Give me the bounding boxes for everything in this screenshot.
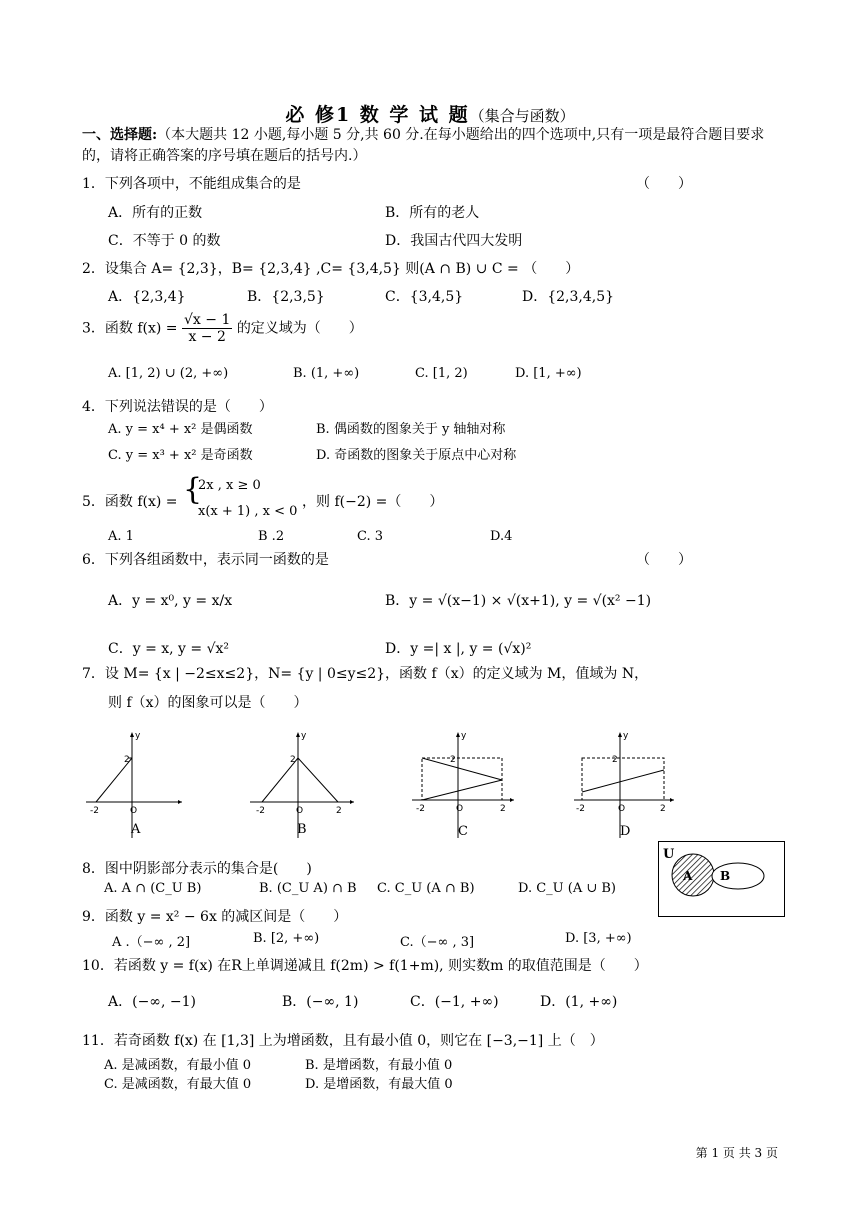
graph-d-origin: O (618, 804, 626, 814)
q8-option-a: A. A ∩ (C_U B) (104, 881, 202, 896)
q11-option-b: B. 是增函数，有最小值 0 (305, 1058, 453, 1073)
q10-option-d: D．(1, +∞) (540, 994, 618, 1010)
title-subtitle: （集合与函数） (469, 107, 575, 125)
q7-graph-a-label: A (131, 822, 141, 837)
graph-a-x-tick-neg: -2 (90, 806, 99, 816)
q6-option-c: C．y = x, y = √x² (108, 641, 230, 657)
q4-option-c: C. y = x³ + x² 是奇函数 (108, 448, 253, 463)
q3-option-a: A. [1, 2) ∪ (2, +∞) (108, 366, 229, 381)
q9-option-c: C.（−∞ , 3] (400, 935, 475, 950)
q9-option-d: D. [3, +∞) (565, 931, 632, 946)
q1-option-d: D．我国古代四大发明 (385, 233, 523, 249)
q11-option-d: D. 是增函数，有最大值 0 (305, 1077, 453, 1092)
q6-option-b: B．y = √(x−1) × √(x+1), y = √(x² −1) (385, 593, 652, 609)
graph-a-origin: O (130, 806, 138, 816)
q4-option-d: D. 奇函数的图象关于原点中心对称 (316, 448, 517, 463)
q7-graph-d (574, 730, 684, 838)
q5-option-d: D.4 (490, 529, 513, 544)
q1-stem: 1．下列各项中，不能组成集合的是 (82, 176, 301, 192)
section-header (82, 125, 782, 167)
venn-label-a: A (683, 869, 693, 883)
q9-stem: 9．函数 y = x² − 6x 的减区间是（ ） (82, 909, 348, 925)
graph-d-x-tick-pos: 2 (660, 804, 666, 814)
graph-b-y-tick: 2 (290, 755, 296, 765)
q3-denominator: x − 2 (188, 329, 226, 345)
q2-stem: 2．设集合 A= {2,3}，B= {2,3,4} ,C= {3,4,5} 则(A ∩ B) ∪ C = （ ） (82, 261, 580, 277)
q9-option-a: A .（−∞ , 2] (112, 935, 191, 950)
q7-stem-line-2: 则 f（x）的图象可以是（ ） (108, 695, 308, 711)
q1-answer-paren: （ ） (636, 176, 692, 192)
graph-d-x-tick-neg: -2 (576, 804, 585, 814)
q3-option-c: C. [1, 2) (415, 366, 468, 381)
q1-option-a: A．所有的正数 (108, 205, 203, 221)
graph-b-x-tick-pos: 2 (336, 806, 342, 816)
q7-graph-d-label: D (620, 824, 631, 839)
q10-option-c: C．(−1, +∞) (410, 994, 499, 1010)
q5-brace: { (183, 472, 203, 507)
graph-c-y-tick: 2 (450, 755, 456, 765)
graph-b-x-tick-neg: -2 (256, 806, 265, 816)
q11-option-a: A. 是减函数，有最小值 0 (104, 1058, 252, 1073)
q3-suffix: 的定义域为（ ） (236, 320, 363, 337)
q5-case-1: 2x , x ≥ 0 (198, 478, 261, 493)
q10-option-b: B．(−∞, 1) (282, 994, 359, 1010)
q9-option-b: B. [2, +∞) (253, 931, 320, 946)
graph-c-x-tick-neg: -2 (416, 804, 425, 814)
graph-b-origin: O (296, 806, 304, 816)
q10-option-a: A．(−∞, −1) (108, 994, 196, 1010)
q5-option-a: A. 1 (108, 529, 134, 544)
q1-option-c: C．不等于 0 的数 (108, 233, 221, 249)
q8-option-d: D. C_U (A ∪ B) (518, 881, 617, 896)
q8-option-c: C. C_U (A ∩ B) (377, 881, 475, 896)
q4-option-b: B. 偶函数的图象关于 y 轴轴对称 (316, 422, 506, 437)
q5-option-c: C. 3 (357, 529, 384, 544)
q5-prefix: 5．函数 f(x) = (82, 494, 178, 510)
graph-c-x-tick-pos: 2 (500, 804, 506, 814)
graph-b-y-label: y (301, 731, 307, 741)
q6-answer-paren: （ ） (636, 552, 692, 568)
q5-suffix: ，则 f(−2) =（ ） (302, 494, 444, 510)
q3-stem (82, 312, 363, 345)
graph-a-y-label: y (135, 731, 141, 741)
q5-case-2: x(x + 1) , x < 0 (198, 504, 298, 519)
q4-option-a: A. y = x⁴ + x² 是偶函数 (108, 422, 253, 437)
venn-label-u: U (663, 847, 675, 862)
title-main: 必 修1 数 学 试 题 (285, 104, 470, 126)
q4-stem: 4．下列说法错误的是（ ） (82, 399, 273, 415)
q6-option-d: D．y =| x |, y = (√x)² (385, 641, 532, 657)
q6-option-a: A．y = x⁰, y = x/x (108, 593, 233, 609)
section-heading: 一、选择题: (82, 127, 158, 143)
q2-option-d: D．{2,3,4,5} (522, 289, 615, 305)
q3-fraction (182, 312, 232, 345)
graph-d-y-label: y (623, 731, 629, 741)
q8-stem: 8．图中阴影部分表示的集合是( ) (82, 861, 312, 877)
graph-c-origin: O (456, 804, 464, 814)
q3-prefix: 3．函数 f(x) = (82, 320, 178, 337)
q5-option-b: B .2 (258, 529, 285, 544)
q7-stem-line-1: 7．设 M= {x | −2≤x≤2}，N= {y | 0≤y≤2}，函数 f（x）的定义域为 M，值域为 N， (82, 666, 649, 682)
q11-stem: 11．若奇函数 f(x) 在 [1,3] 上为增函数，且有最小值 0，则它在 [−3,−1] 上（ ） (82, 1033, 604, 1049)
q3-option-d: D. [1, +∞) (515, 366, 582, 381)
q7-graph-c-label: C (458, 824, 468, 839)
graph-c-y-label: y (461, 731, 467, 741)
q2-option-c: C．{3,4,5} (385, 289, 464, 305)
q2-option-a: A．{2,3,4} (108, 289, 186, 305)
q2-option-b: B．{2,3,5} (247, 289, 325, 305)
q10-stem: 10．若函数 y = f(x) 在R上单调递减且 f(2m) > f(1+m), 则实数m 的取值范围是（ ） (82, 958, 648, 974)
q7-graph-c (412, 730, 522, 838)
q3-numerator: √x − 1 (184, 312, 231, 328)
venn-diagram (658, 841, 785, 917)
q11-option-c: C. 是减函数，有最大值 0 (104, 1077, 252, 1092)
q7-graph-b-label: B (297, 822, 307, 837)
q3-option-b: B. (1, +∞) (293, 366, 360, 381)
graph-a-y-tick: 2 (124, 755, 130, 765)
section-description: （本大题共 12 小题,每小题 5 分,共 60 分.在每小题给出的四个选项中,只有一项是最符合题目要求的，请将正确答案的序号填在题后的括号内.） (82, 127, 765, 164)
page-title (0, 100, 860, 127)
q6-stem: 6．下列各组函数中，表示同一函数的是 (82, 552, 329, 568)
graph-d-y-tick: 2 (612, 755, 618, 765)
venn-label-b: B (720, 869, 731, 883)
q8-option-b: B. (C_U A) ∩ B (259, 881, 357, 896)
q1-option-b: B．所有的老人 (385, 205, 480, 221)
page-footer: 第 1 页 共 3 页 (695, 1146, 778, 1160)
